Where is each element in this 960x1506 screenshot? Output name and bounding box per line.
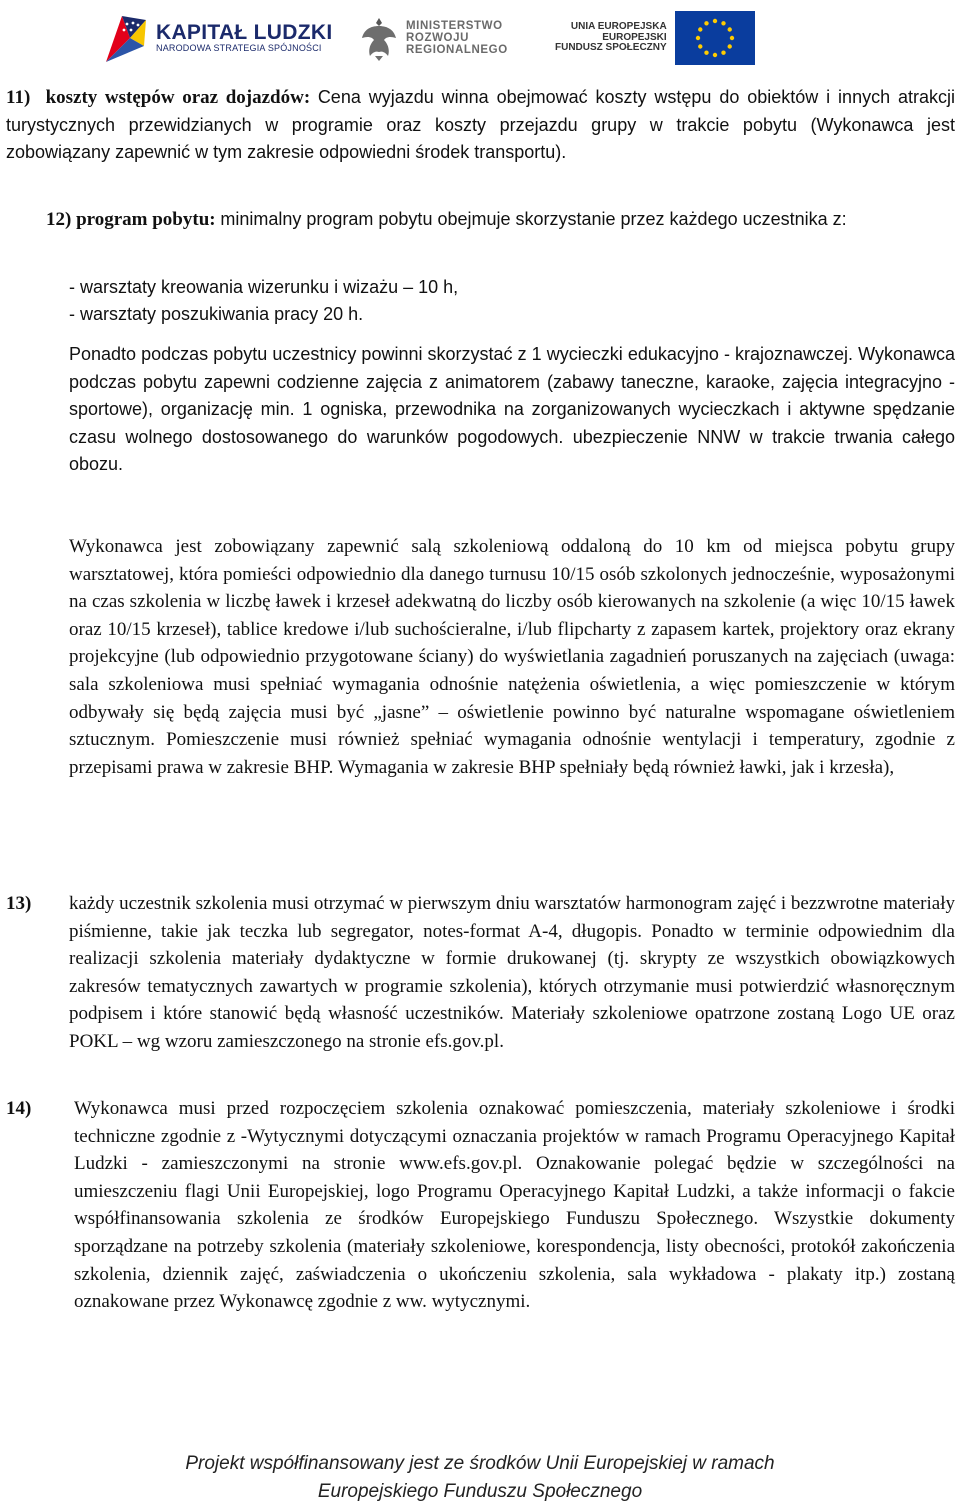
eu-star-icon bbox=[727, 27, 731, 31]
page-footer bbox=[0, 1450, 960, 1506]
eu-flag-icon bbox=[675, 11, 755, 65]
eu-star-icon bbox=[704, 21, 708, 25]
item-13-number: 13) bbox=[6, 893, 32, 914]
ministry-line-3: REGIONALNEGO bbox=[406, 44, 508, 57]
kapital-ludzki-title: KAPITAŁ LUDZKI bbox=[156, 21, 333, 45]
item-12-label: program pobytu: bbox=[76, 209, 216, 230]
item-12-paragraph-1: Ponadto podczas pobytu uczestnicy powinni skorzystać z 1 wycieczki edukacyjno - krajoznawczej. Wykonawca podczas pobytu zapewni codzienne zajęcia z animatorem (zabawy taneczne, karaoke, zajęcia integracyjno - sportowe), organizację min. 1 ogniska, przewodnika na zorganizowanych wycieczkach i aktywne spędzanie czasu wolnego dostosowanego do warunków pogodowych. ubezpieczenie NNW w trakcie trwania całego obozu. bbox=[69, 344, 955, 475]
eu-star-icon bbox=[729, 36, 733, 40]
item-14-number: 14) bbox=[6, 1098, 32, 1119]
kapital-ludzki-logo bbox=[100, 10, 332, 66]
eu-star-icon bbox=[727, 44, 731, 48]
item-14-text: Wykonawca musi przed rozpoczęciem szkolenia oznakować pomieszczenia, materiały szkoleniowe i środki techniczne zgodnie z -Wytycznymi dotyczącymi oznaczania projektów w ramach Programu Operacyjnego Kapitał Ludzki - zamieszczonymi na stronie www.efs.gov.pl. Oznakowanie polegać będzie w szczególności na umieszczeniu flagi Unii Europejskiej, logo Programu Operacyjnego Kapitał Ludzki, a także informacji o fakcie współfinansowania szkolenia ze środków Europejskiego Funduszu Społecznego. Wszystkie dokumenty sporządzane na potrzeby szkolenia (materiały szkoleniowe, korespondencja, listy obecności, protokół zakończenia szkolenia, dziennik zajęć, zaświadczenia o ukończeniu szkolenia, sala wykładowa - plakaty itp.) zostaną oznakowane przez Wykonawcę zgodnie z ww. wytycznymi. bbox=[74, 1098, 955, 1313]
eu-star-icon bbox=[721, 51, 725, 55]
item-12-paragraph-2: Wykonawca jest zobowiązany zapewnić salą szkoleniową oddaloną do 10 km od miejsca pobytu grupy warsztatowej, która pomieści odpowiednio dla danego turnusu 10/15 osób szkolonych jednocześnie, wyposażonymi na czas szkolenia w liczbę ławek i krzeseł adekwatną do liczby osób kierowanych na szkolenie (a więc 10/15 ławek oraz 10/15 krzeseł), tablice kredowe i/lub suchościeralne, i/lub flipcharty z zapasem kartek, projektory oraz ekrany projekcyjne (lub odpowiednio przygotowane ściany) do wyświetlania zagadnień poruszanych na zajęciach (uwaga: sala szkoleniowa musi spełniać wymagania odnośnie natężenia oświetlenia, a więc pomieszczenie w którym odbywały się będą zajęcia musi być „jasne” – oświetlenie powinno być naturalne wspomagane oświetleniem sztucznym. Pomieszczenie musi również spełniać wymagania odnośnie wentylacji i temperatury, zgodnie z przepisami prawa w zakresie BHP. Wymagania w zakresie BHP spełniały będą również ławki, jak i krzesła), bbox=[69, 536, 955, 778]
eu-star-icon bbox=[698, 44, 702, 48]
item-12-text: minimalny program pobytu obejmuje skorzystanie przez każdego uczestnika z: bbox=[220, 209, 847, 229]
footer-line-2: Europejskiego Funduszu Społecznego bbox=[317, 1481, 643, 1502]
eu-logo bbox=[555, 10, 755, 66]
kapital-ludzki-emblem-icon bbox=[100, 12, 148, 64]
eu-star-icon bbox=[698, 27, 702, 31]
eu-star-icon bbox=[712, 19, 716, 23]
eu-line-1: UNIA EUROPEJSKA bbox=[570, 21, 667, 33]
item-11-label: koszty wstępów oraz dojazdów: bbox=[45, 87, 311, 108]
eu-line-3: FUNDUSZ SPOŁECZNY bbox=[555, 42, 667, 54]
page-header bbox=[0, 10, 960, 66]
ministry-line-1: MINISTERSTWO bbox=[406, 19, 503, 32]
eu-line-2: EUROPEJSKI bbox=[602, 31, 667, 43]
polish-eagle-icon bbox=[360, 14, 398, 62]
item-12-number: 12) bbox=[46, 209, 72, 230]
item-11-number: 11) bbox=[6, 87, 31, 108]
eu-star-icon bbox=[704, 51, 708, 55]
eu-star-icon bbox=[721, 21, 725, 25]
item-12 bbox=[46, 206, 955, 234]
ministry-logo bbox=[360, 10, 508, 66]
eu-star-icon bbox=[712, 53, 716, 57]
item-13-text: każdy uczestnik szkolenia musi otrzymać w pierwszym dniu warsztatów harmonogram zajęć i bezzwrotne materiały piśmienne, takie jak teczka lub segregator, notes-format A-4, długopis. Ponadto w terminie odpowiednim dla realizacji szkolenia materiały dydaktyczne w formie drukowanej (tj. skrypty ze wszystkich obowiązkowych zakresów tematycznych zawartych w programie szkolenia), których otrzymanie musi potwierdzić własnoręcznym podpisem i które stanowić będą własność uczestników. Materiały szkoleniowe opatrzone zostaną Logo UE oraz POKL – wg wzoru zamieszczonego na stronie efs.gov.pl. bbox=[69, 893, 955, 1052]
eu-star-icon bbox=[695, 36, 699, 40]
item-12-list-1: - warsztaty kreowania wizerunku i wizażu – 10 h, bbox=[69, 277, 459, 297]
item-11 bbox=[6, 84, 955, 167]
kapital-ludzki-subtitle: NARODOWA STRATEGIA SPÓJNOŚCI bbox=[156, 43, 322, 54]
ministry-line-2: ROZWOJU bbox=[406, 31, 469, 44]
footer-line-1: Projekt współfinansowany jest ze środków Unii Europejskiej w ramach bbox=[185, 1453, 775, 1474]
item-11-text: Cena wyjazdu winna obejmować koszty wstępu do obiektów i innych atrakcji turystycznych przewidzianych w programie oraz koszty przejazdu grupy w trakcie pobytu (Wykonawca jest zobowiązany zapewnić w tym zakresie odpowiedni środek transportu). bbox=[6, 87, 955, 163]
item-12-list-2: - warsztaty poszukiwania pracy 20 h. bbox=[69, 304, 364, 324]
